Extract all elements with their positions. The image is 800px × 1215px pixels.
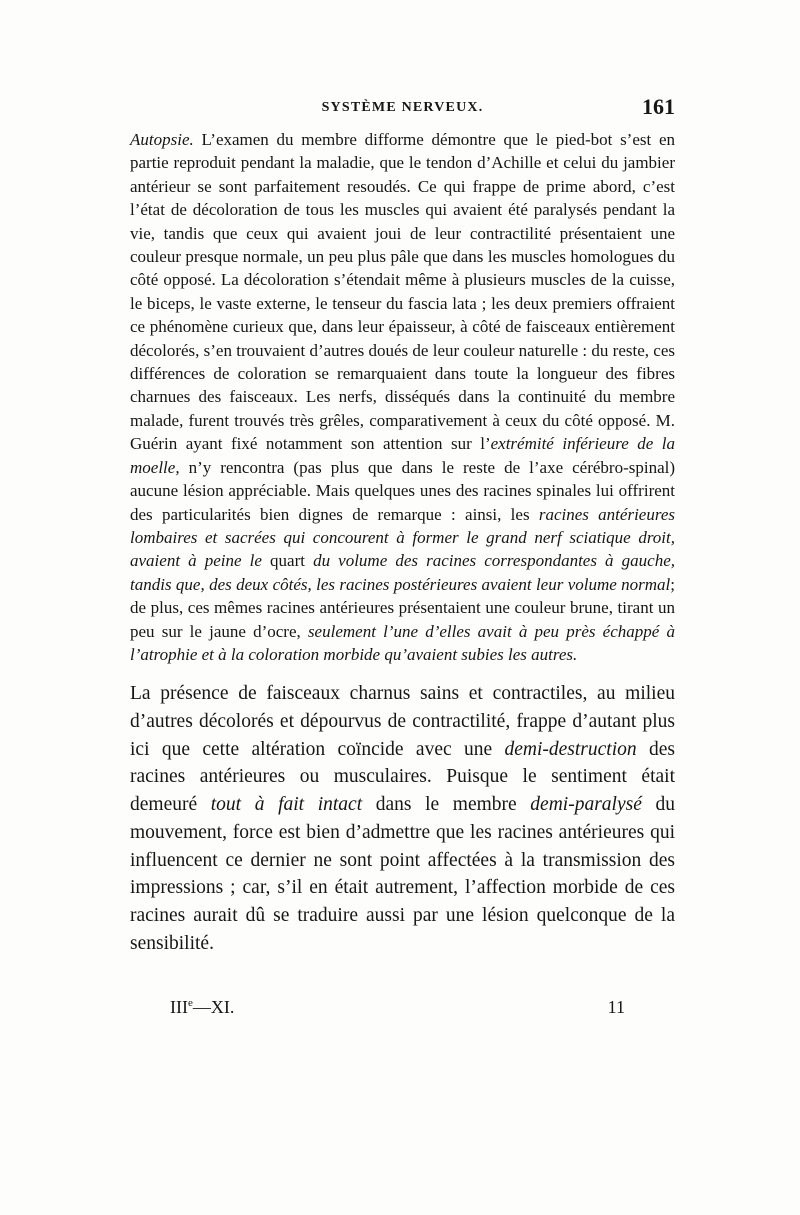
italic-run: extrémité inférieure de la moelle, xyxy=(130,434,675,477)
text-run: L’examen du membre difforme démontre que le pied-bot s’est en partie reproduit pendant la maladie, que le tendon d’Achille et celui du jambier antérieur se sont parfaitement resoudés. Ce qui frappe de prime abord, c’est l’état de décoloration de tous les muscles qui avaient été paralysés pendant la vie, tandis que ceux qui avaient joui de leur contractilité présentaient une couleur presque normale, un peu plus pâle que dans les muscles homologues du côté opposé. La décoloration s’étendait même à plusieurs muscles de la cuisse, le biceps, le vaste externe, le tenseur du fascia lata ; les deux premiers offraient ce phénomène curieux que, dans leur épaisseur, à côté de faisceaux entièrement décolorés, s’en trouvaient d’autres doués de leur couleur naturelle : du reste, ces différences de coloration se remarquaient dans toute la longueur des fibres charnues des faisceaux. Les nerfs, disséqués dans la continuité du membre malade, furent trouvés très grêles, comparativement à ceux du côté opposé. M. Guérin ayant fixé notamment son attention sur l’ xyxy=(130,130,675,454)
page-number: 161 xyxy=(642,94,675,119)
text-run: quart xyxy=(261,551,314,571)
italic-run: tout à fait intact xyxy=(210,794,363,816)
text-run: dans le membre xyxy=(362,794,531,816)
signature-rest: —XI. xyxy=(192,997,235,1018)
page-footer xyxy=(130,997,675,1027)
italic-run: racines antérieures lombaires et sacrées qui concourent à former le grand nerf sciatique droit, avaient à peine le xyxy=(130,504,675,571)
page-header xyxy=(130,92,675,124)
running-title: SYSTÈME NERVEUX. xyxy=(321,100,484,115)
italic-run: demi-paralysé xyxy=(530,794,642,816)
book-page xyxy=(130,92,675,1027)
italic-run: seulement l’une d’elles avait à peu près échappé à l’atrophie et à la coloration morbide qu’avaient subies les autres. xyxy=(130,621,675,664)
gathering-number: 11 xyxy=(607,997,625,1018)
text-run: du mouvement, force est bien d’admettre que les racines antérieures qui influencent ce dernier ne sont point affectées à la transmission des impressions ; car, s’il en était autrement, l’affection morbide de ces racines aurait dû se traduire aussi par une lésion quelconque de la sensibilité. xyxy=(130,794,675,954)
text-run: n’y rencontra (pas plus que dans le reste de l’axe cérébro-spinal) aucune lésion appréciable. Mais quelques unes des racines spinales lui offrirent des particularités bien dignes de remarque : ainsi, les xyxy=(130,457,675,524)
italic-run: demi-destruction xyxy=(504,738,637,760)
signature-roman: III xyxy=(170,997,188,1018)
text-run: ; de plus, ces mêmes racines antérieures présentaient une couleur brune, tirant un peu sur le jaune d’ocre, xyxy=(130,574,675,641)
text-run: La présence de faisceaux charnus sains et contractiles, au milieu d’autres décolorés et dépourvus de contractilité, frappe d’autant plus ici que cette altération coïncide avec une xyxy=(130,683,675,760)
paragraph-commentary xyxy=(130,680,675,957)
autopsy-heading: Autopsie. xyxy=(130,130,194,149)
italic-run: du volume des racines correspondantes à gauche, tandis que, des deux côtés, les racines postérieures avaient leur volume normal xyxy=(130,551,675,594)
paragraph-autopsy xyxy=(130,128,675,666)
signature-superscript: e xyxy=(187,997,193,1010)
text-run: des racines antérieures ou musculaires. Puisque le sentiment était demeuré xyxy=(130,738,675,816)
printer-signature xyxy=(170,997,234,1018)
